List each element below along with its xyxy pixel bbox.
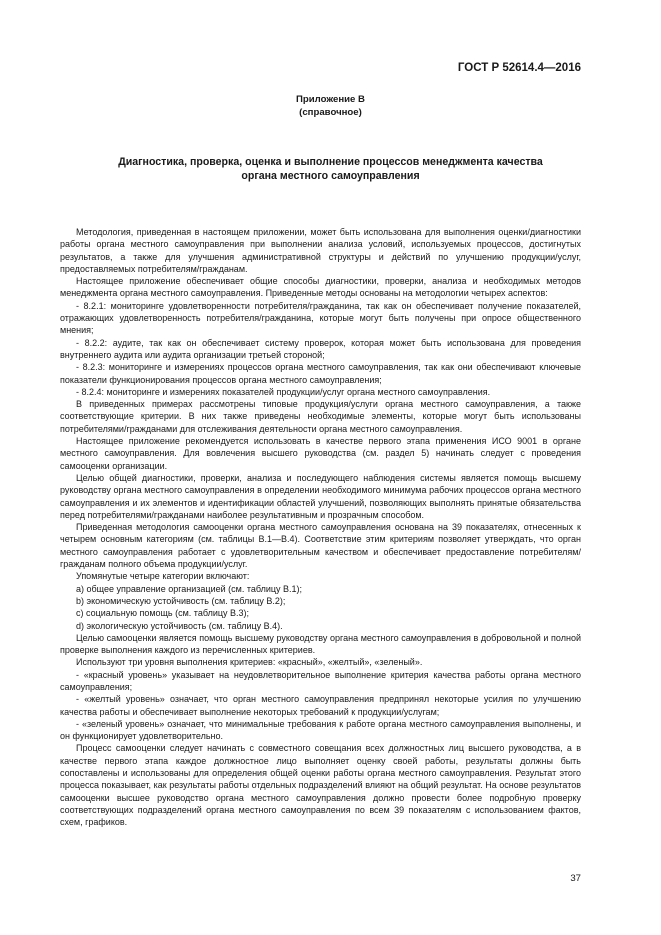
list-item: - «красный уровень» указывает на неудовлетворительное выполнение критерия качества работы органа местного самоуправления; bbox=[60, 669, 581, 692]
list-item: b) экономическую устойчивость (см. таблицу В.2); bbox=[76, 595, 286, 606]
list-item: - «желтый уровень» означает, что орган местного самоуправления предпринял некоторые усилия по улучшению качества работы и обеспечивает выполнение некоторых требований к продукции/услугам; bbox=[60, 694, 581, 717]
paragraph: Целью общей диагностики, проверки, анализа и последующего наблюдения системы является помощь высшему руководству органа местного самоуправления в определении необходимого минимума рабочих процессов органа местного самоуправления и их элементов и идентификации областей улучшений, позволяющих выполнять принятые обязательства перед потребителями/гражданами наиболее результативным и прозрачным способом. bbox=[60, 472, 581, 520]
paragraph: Процесс самооценки следует начинать с совместного совещания всех должностных лиц высшего руководства, а в качестве первого этапа каждое должностное лицо выполняет оценку своей работы, результаты должны быть сопоставлены и использованы для определения общей оценки работы органа местного самоуправления. Результат этого процесса показывает, как результаты работы отдельных подразделений влияют на общий результат. На основе результатов самооценки высшее руководство органа местного самоуправления должно провести более подробную проверку соответствующих подразделений органа местного самоуправления по всем 39 показателям с использованием фактов, схем, графиков. bbox=[60, 743, 581, 828]
list-item: - «зеленый уровень» означает, что минимальные требования к работе органа местного самоуправления выполнены, и он функционирует удовлетворительно. bbox=[60, 718, 581, 742]
list-item: c) социальную помощь (см. таблицу В.3); bbox=[76, 608, 250, 619]
paragraph: Целью самооценки является помощь высшему руководству органа местного самоуправления в добровольной и полной проверке выполнения каждого из перечисленных критериев. bbox=[60, 632, 581, 656]
paragraph: В приведенных примерах рассмотрены типовые продукция/услуги органа местного самоуправления, а также соответствующие критерии. В них также приведены необходимые элементы, которые могут быть использованы потребителями/гражданами для отслеживания деятельности органа местного самоуправления. bbox=[60, 399, 581, 434]
paragraph: Приведенная методология самооценки органа местного самоуправления основана на 39 показателях, отнесенных к четырем основным категориям (см. таблицы В.1—В.4). Соответствие этим критериям позволяет утверждать, что орган местного самоуправления работает с удовлетворительным качеством и обеспечивает предоставление потребителям/гражданам полного объема продукции/услуг. bbox=[60, 522, 581, 570]
body-text bbox=[60, 226, 581, 829]
list-item: - 8.2.1: мониторинге удовлетворенности потребителя/гражданина, так как он обеспечивает получение показателей, отражающих удовлетворенность потребителя/гражданина, которые могут быть получены при опросе общественного мнения; bbox=[60, 300, 581, 336]
list-item: - 8.2.2: аудите, так как он обеспечивает систему проверок, которая может быть использована для проведения внутреннего аудита или аудита организации третьей стороной; bbox=[60, 337, 581, 360]
annex-heading bbox=[0, 94, 661, 119]
paragraph: Настоящее приложение обеспечивает общие способы диагностики, проверки, анализа и необходимых методов менеджмента органа местного самоуправления. Приведенные методы основаны на методологии четырех аспектов: bbox=[60, 276, 581, 299]
section-title-line: органа местного самоуправления bbox=[241, 170, 420, 182]
list-item: - 8.2.3: мониторинге и измерениях процессов органа местного самоуправления, так как они обеспечивают ключевые показатели функционирования процессов органа местного самоуправления; bbox=[60, 362, 581, 385]
page-number: 37 bbox=[570, 873, 581, 884]
list-item: - 8.2.4: мониторинге и измерениях показателей продукции/услуг органа местного самоуправления. bbox=[76, 386, 491, 397]
section-title-line: Диагностика, проверка, оценка и выполнение процессов менеджмента качества bbox=[118, 156, 543, 168]
paragraph: Упомянутые четыре категории включают: bbox=[76, 571, 250, 582]
paragraph: Методология, приведенная в настоящем приложении, может быть использована для выполнения оценки/диагностики работы органа местного самоуправления при выполнении анализа условий, используемых процессов, достигнутых результатов, а также для улучшения административной структуры и действий по улучшению продукции/услуг, предоставляемых потребителям/гражданам. bbox=[60, 227, 581, 274]
list-item: d) экологическую устойчивость (см. таблицу В.4). bbox=[76, 620, 283, 631]
list-item: a) общее управление организацией (см. таблицу В.1); bbox=[76, 583, 303, 594]
paragraph: Настоящее приложение рекомендуется использовать в качестве первого этапа применения ИСО 9001 в органе местного самоуправления. Для вовлечения высшего руководства (см. раздел 5) начинать следует с проведения самооценки организации. bbox=[60, 436, 581, 471]
annex-label: Приложение В bbox=[296, 94, 365, 105]
annex-type: (справочное) bbox=[299, 106, 362, 118]
section-title bbox=[60, 155, 601, 183]
document-code: ГОСТ Р 52614.4—2016 bbox=[457, 62, 581, 74]
paragraph: Используют три уровня выполнения критериев: «красный», «желтый», «зеленый». bbox=[76, 657, 423, 668]
